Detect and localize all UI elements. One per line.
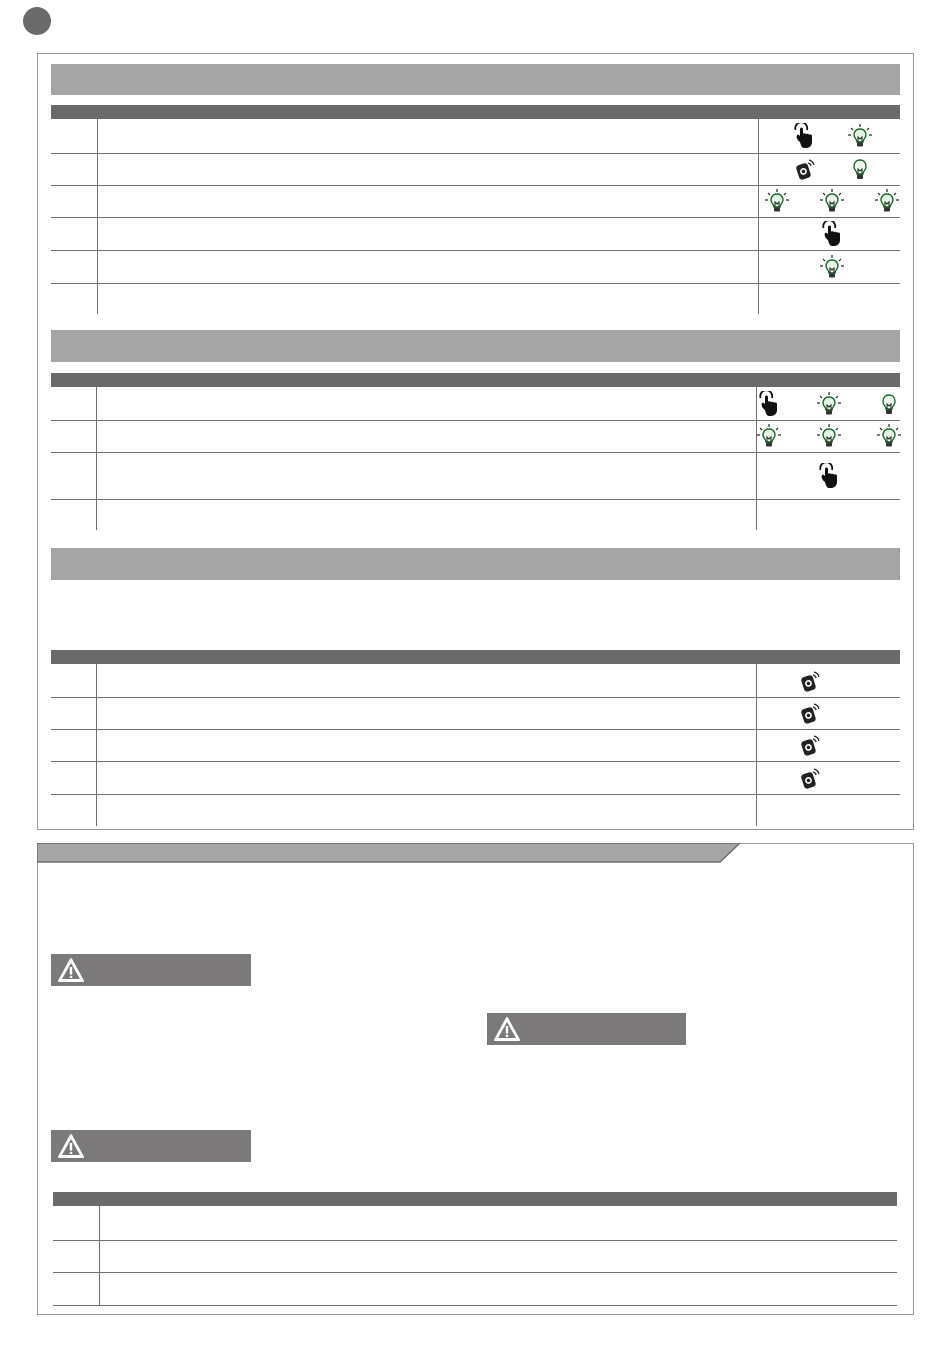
page-number-badge — [23, 7, 51, 35]
finger-press-icon — [819, 221, 845, 247]
table-row — [51, 283, 900, 314]
table-row — [51, 761, 900, 794]
table-row — [53, 1206, 897, 1240]
warning-triangle-icon — [493, 1016, 521, 1047]
section-3-table-header — [51, 650, 900, 664]
lamp-flashing-icon — [847, 123, 873, 149]
lamp-flashing-icon — [876, 423, 902, 449]
lamp-icon — [876, 391, 902, 417]
remote-control-icon — [796, 732, 822, 758]
symbol-cell — [756, 420, 902, 452]
warning-banner-2 — [487, 1013, 686, 1045]
table-row — [51, 697, 900, 729]
section-1-title-band — [51, 64, 900, 95]
lamp-icon — [847, 156, 873, 182]
table-row — [53, 1272, 897, 1305]
lamp-flashing-icon — [819, 188, 845, 214]
warning-banner-3 — [51, 1130, 251, 1162]
symbol-cell — [764, 185, 900, 217]
lamp-flashing-icon — [756, 423, 782, 449]
lamp-flashing-icon — [816, 391, 842, 417]
remote-control-icon — [796, 765, 822, 791]
symbol-cell — [756, 452, 902, 499]
remote-control-icon — [796, 668, 822, 694]
symbol-cell — [764, 217, 900, 250]
lamp-flashing-icon — [874, 188, 900, 214]
warning-banner-1 — [51, 954, 251, 986]
lamp-flashing-icon — [819, 254, 845, 280]
symbol-cell — [796, 697, 822, 729]
finger-press-icon — [791, 123, 817, 149]
warning-triangle-icon — [57, 957, 85, 988]
section-1-table-header — [51, 105, 900, 119]
table-row — [51, 664, 900, 697]
warning-triangle-icon — [57, 1133, 85, 1164]
finger-press-icon — [816, 463, 842, 489]
remote-control-icon — [791, 156, 817, 182]
symbol-cell — [764, 119, 900, 153]
remote-control-icon — [796, 700, 822, 726]
finger-press-icon — [756, 391, 782, 417]
symbol-cell — [764, 153, 900, 185]
lamp-flashing-icon — [816, 423, 842, 449]
lamp-flashing-icon — [764, 188, 790, 214]
symbol-cell — [796, 761, 822, 794]
symbol-cell — [796, 664, 822, 697]
symbol-cell — [796, 729, 822, 761]
table-row — [51, 794, 900, 826]
section-2-table-header — [51, 373, 900, 387]
chapter-title-tab — [37, 843, 742, 863]
table-row — [51, 499, 900, 530]
section-4-table-header — [53, 1192, 897, 1206]
symbol-cell — [756, 387, 902, 420]
symbol-cell — [764, 250, 900, 283]
section-3-title-band — [51, 548, 900, 580]
row-divider — [53, 1305, 897, 1306]
table-row — [53, 1240, 897, 1272]
section-2-title-band — [51, 330, 900, 362]
table-row — [51, 729, 900, 761]
